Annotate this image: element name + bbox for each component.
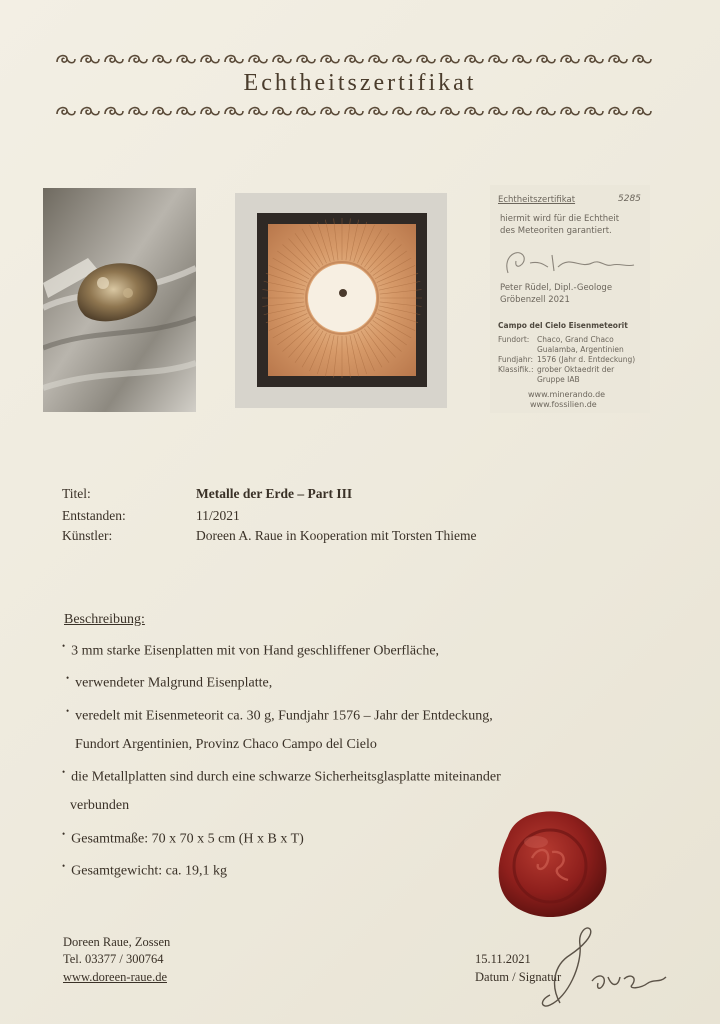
- meteorite-certificate-card: [490, 185, 650, 413]
- ornament-swirl: [57, 56, 75, 63]
- ornament-swirl: [201, 56, 219, 63]
- bullet-text: 3 mm starke Eisenplatten mit von Hand geschliffener Oberfläche,: [71, 643, 440, 659]
- card-url-1: www.minerando.de: [528, 390, 606, 399]
- bullet-marker: •: [66, 673, 70, 683]
- description-bullet-1: [62, 641, 439, 660]
- footer-tel: Tel. 03377 / 300764: [63, 952, 164, 966]
- description-bullet-2: [66, 673, 272, 692]
- card-klassifik-value1: grober Oktaedrit der: [537, 365, 615, 374]
- ornament-swirl: [393, 108, 411, 115]
- ornament-swirl: [297, 108, 315, 115]
- ornament-swirl: [297, 56, 315, 63]
- artwork-photo: [235, 193, 447, 408]
- card-fundort-value2: Gualamba, Argentinien: [537, 345, 624, 354]
- entstanden-value: 11/2021: [196, 508, 240, 523]
- ornament-swirl: [441, 56, 459, 63]
- bullet-marker: •: [62, 861, 66, 871]
- card-klassifik-label: Klassifik.:: [498, 365, 534, 374]
- card-fundjahr-label: Fundjahr:: [498, 355, 534, 364]
- card-url-2: www.fossilien.de: [530, 400, 597, 409]
- ornament-swirl: [441, 108, 459, 115]
- ornament-swirl: [321, 56, 339, 63]
- ornament-swirl: [609, 56, 627, 63]
- ornament-swirl: [633, 108, 651, 115]
- ornament-swirl: [369, 56, 387, 63]
- footer-name: Doreen Raue, Zossen: [63, 935, 171, 949]
- card-klassifik-value2: Gruppe IAB: [537, 375, 580, 384]
- ornament-swirl: [369, 108, 387, 115]
- bullet-marker: •: [62, 641, 66, 651]
- ornament-swirl: [609, 108, 627, 115]
- kuenstler-label: Künstler:: [62, 528, 113, 543]
- description-bullet-5: [62, 829, 304, 848]
- card-text-line2: des Meteoriten garantiert.: [500, 226, 612, 236]
- kuenstler-value: Doreen A. Raue in Kooperation mit Torsten Thieme: [196, 528, 477, 543]
- top-ornament: [55, 52, 655, 66]
- card-title: Echtheitszertifikat: [498, 195, 576, 205]
- ornament-swirl: [633, 56, 651, 63]
- card-fundort-value1: Chaco, Grand Chaco: [537, 335, 614, 344]
- ornament-swirl: [273, 108, 291, 115]
- bullet-text: die Metallplatten sind durch eine schwarze Sicherheitsglasplatte miteinander: [71, 769, 501, 785]
- footer-date: 15.11.2021: [475, 952, 531, 966]
- ornament-swirl: [225, 56, 243, 63]
- ornament-swirl: [249, 56, 267, 63]
- ornament-swirl: [585, 108, 603, 115]
- description-bullet-3-continued: Fundort Argentinien, Provinz Chaco Campo del Cielo: [75, 737, 377, 752]
- description-bullet-4: [62, 767, 501, 786]
- ornament-swirl: [393, 56, 411, 63]
- ornament-swirl: [249, 108, 267, 115]
- ornament-swirl: [537, 108, 555, 115]
- ornament-swirl: [465, 108, 483, 115]
- ornament-swirl: [105, 108, 123, 115]
- card-fundort-label: Fundort:: [498, 335, 530, 344]
- card-fundjahr-value: 1576 (Jahr d. Entdeckung): [537, 355, 636, 364]
- bullet-text: Gesamtmaße: 70 x 70 x 5 cm (H x B x T): [71, 831, 304, 847]
- bullet-marker: •: [62, 767, 66, 777]
- handwritten-signature: [520, 925, 670, 1010]
- ornament-swirl: [57, 108, 75, 115]
- ornament-swirl: [489, 108, 507, 115]
- ornament-swirl: [201, 108, 219, 115]
- ornament-swirl: [417, 56, 435, 63]
- ornament-swirl: [81, 108, 99, 115]
- bullet-text: veredelt mit Eisenmeteorit ca. 30 g, Fundjahr 1576 – Jahr der Entdeckung,: [75, 708, 493, 724]
- ornament-swirl: [321, 108, 339, 115]
- titel-label: Titel:: [62, 486, 91, 501]
- ornament-swirl: [561, 108, 579, 115]
- description-bullet-3: [66, 706, 493, 725]
- ornament-swirl: [561, 56, 579, 63]
- bullet-text: verwendeter Malgrund Eisenplatte,: [75, 675, 273, 691]
- ornament-swirl: [177, 56, 195, 63]
- ornament-swirl: [345, 56, 363, 63]
- ornament-swirl: [537, 56, 555, 63]
- meteorite-photo: [43, 188, 196, 412]
- bullet-marker: •: [66, 706, 70, 716]
- ornament-swirl: [153, 56, 171, 63]
- card-number: 5285: [618, 194, 641, 204]
- card-text-line1: hiermit wird für die Echtheit: [500, 214, 620, 224]
- card-signature: [500, 245, 640, 277]
- ornament-swirl: [225, 108, 243, 115]
- wax-seal: [488, 806, 612, 922]
- bullet-marker: •: [62, 829, 66, 839]
- description-heading: Beschreibung:: [64, 612, 145, 627]
- ornament-swirl: [129, 108, 147, 115]
- ornament-swirl: [177, 108, 195, 115]
- description-bullet-4-continued: verbunden: [70, 798, 130, 813]
- ornament-swirl: [273, 56, 291, 63]
- bullet-text: Gesamtgewicht: ca. 19,1 kg: [71, 863, 228, 879]
- footer-web-link[interactable]: www.doreen-raue.de: [63, 970, 167, 984]
- description-bullet-6: [62, 861, 227, 880]
- ornament-swirl: [513, 108, 531, 115]
- card-meteorite-name: Campo del Cielo Eisenmeteorit: [498, 321, 628, 330]
- ornament-swirl: [513, 56, 531, 63]
- ornament-swirl: [465, 56, 483, 63]
- titel-value: Metalle der Erde – Part III: [196, 486, 353, 501]
- ornament-swirl: [153, 108, 171, 115]
- ornament-swirl: [105, 56, 123, 63]
- entstanden-label: Entstanden:: [62, 508, 126, 523]
- ornament-swirl: [489, 56, 507, 63]
- card-signer-name: Peter Rüdel, Dipl.-Geologe: [500, 283, 613, 293]
- bottom-ornament: [55, 104, 655, 118]
- ornament-swirl: [417, 108, 435, 115]
- ornament-swirl: [129, 56, 147, 63]
- footer-date-label: Datum / Signatur: [475, 970, 562, 984]
- ornament-swirl: [81, 56, 99, 63]
- card-signer-place: Gröbenzell 2021: [500, 295, 570, 305]
- ornament-swirl: [585, 56, 603, 63]
- page-title: Echtheitszertifikat: [243, 70, 477, 96]
- ornament-swirl: [345, 108, 363, 115]
